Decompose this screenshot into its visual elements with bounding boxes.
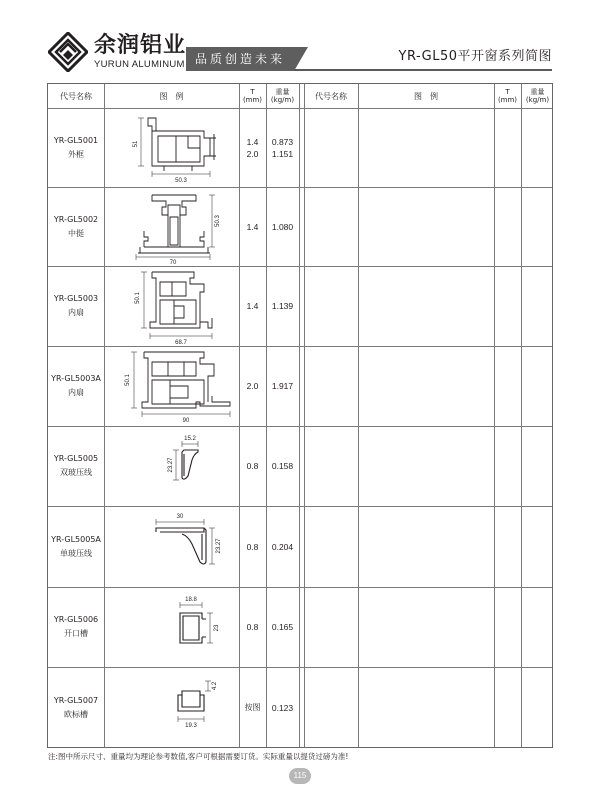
row-6-weight-1: 0.204 bbox=[271, 541, 294, 552]
row-2-code: YR-GL5002 bbox=[53, 214, 99, 224]
row-2-drawing bbox=[104, 187, 239, 266]
row-5-dim-width: 15.2 bbox=[184, 436, 196, 442]
sash-profile-drawing bbox=[104, 266, 239, 346]
mullion-profile-drawing bbox=[104, 187, 239, 266]
row-7-weight bbox=[266, 587, 299, 667]
row-3-weight bbox=[266, 266, 299, 346]
footnote: 注:图中所示尺寸、重量均为理论参考数值,客户可根据需要订货。实际重量以提货过磅为准! bbox=[48, 752, 349, 761]
row-1-weight-2: 1.151 bbox=[271, 148, 294, 159]
header-thickness bbox=[239, 84, 266, 108]
row-7-code: YR-GL5006 bbox=[53, 615, 99, 624]
header-weight-unit: (kg/m) bbox=[270, 96, 295, 104]
header-weight bbox=[266, 84, 299, 108]
row-6-drawing bbox=[104, 506, 239, 587]
row-7-dim-width: 18.8 bbox=[185, 597, 197, 603]
row-8-dim-height: 4.2 bbox=[212, 681, 218, 691]
row-6-dim-height: 23.27 bbox=[216, 538, 222, 554]
row-7-dim-height: 23 bbox=[214, 624, 220, 632]
row-5-drawing bbox=[104, 426, 239, 506]
series-title: YR-GL50平开窗系列简图 bbox=[398, 49, 552, 64]
header-weight-right bbox=[521, 84, 554, 108]
row-6-code: YR-GL5005A bbox=[51, 534, 101, 544]
row-4-code: YR-GL5003A bbox=[51, 374, 101, 383]
row-2-dim-height: 50.3 bbox=[215, 215, 221, 227]
row-3-name: 内扇 bbox=[68, 308, 84, 317]
row-7-thickness-1: 0.8 bbox=[246, 622, 259, 632]
header-weight-unit: (kg/m) bbox=[525, 96, 550, 104]
yurun-logo-icon bbox=[48, 32, 88, 72]
row-2-weight bbox=[266, 187, 299, 266]
header-thickness-unit: (mm) bbox=[242, 96, 263, 104]
row-1-weight bbox=[266, 108, 299, 187]
row-1-code: YR-GL5001 bbox=[53, 135, 99, 145]
row-5-code-name bbox=[48, 426, 104, 506]
row-4-code-name bbox=[48, 346, 104, 426]
row-5-code: YR-GL5005 bbox=[53, 454, 99, 463]
row-2-code-name bbox=[48, 187, 104, 266]
open-channel-drawing bbox=[104, 587, 239, 667]
row-1-thickness bbox=[239, 108, 266, 187]
row-2-thickness bbox=[239, 187, 266, 266]
row-6-dim-width: 30 bbox=[176, 514, 184, 520]
row-8-drawing bbox=[104, 667, 239, 749]
grid-line bbox=[299, 84, 300, 747]
row-1-drawing bbox=[104, 108, 239, 187]
row-3-thickness-1: 1.4 bbox=[246, 301, 259, 311]
row-4-thickness-1: 2.0 bbox=[246, 381, 259, 391]
row-3-weight-1: 1.139 bbox=[271, 301, 294, 311]
header-drawing-right: 图 例 bbox=[414, 91, 438, 101]
euro-channel-drawing bbox=[104, 667, 239, 749]
row-4-dim-width: 90 bbox=[182, 418, 190, 424]
page-number: 115 bbox=[289, 768, 311, 784]
row-8-dim-width: 19.3 bbox=[185, 723, 197, 729]
row-3-drawing bbox=[104, 266, 239, 346]
row-5-thickness bbox=[239, 426, 266, 506]
row-3-thickness bbox=[239, 266, 266, 346]
row-3-code-name bbox=[48, 266, 104, 346]
row-7-thickness bbox=[239, 587, 266, 667]
grid-line bbox=[521, 84, 522, 747]
row-8-weight-1: 0.123 bbox=[271, 703, 294, 713]
row-5-weight bbox=[266, 426, 299, 506]
header-thickness-right bbox=[494, 84, 521, 108]
row-1-dim-height: 51 bbox=[133, 140, 139, 148]
row-3-dim-height: 50.1 bbox=[135, 292, 141, 304]
row-4-weight-1: 1.917 bbox=[271, 381, 294, 391]
grid-line bbox=[304, 84, 305, 747]
row-6-thickness bbox=[239, 506, 266, 587]
page-header bbox=[0, 0, 600, 80]
header-thickness-unit: (mm) bbox=[497, 96, 518, 104]
header-thickness-label: T bbox=[250, 88, 255, 96]
row-4-name: 内扇 bbox=[68, 388, 84, 397]
header-code-name: 代号名称 bbox=[60, 91, 92, 101]
row-1-dim-width: 50.3 bbox=[175, 178, 187, 184]
row-8-thickness-1: 按图 bbox=[244, 703, 261, 712]
header-drawing: 图 例 bbox=[159, 91, 184, 101]
row-6-thickness-1: 0.8 bbox=[246, 541, 259, 552]
row-3-dim-width: 68.7 bbox=[175, 340, 187, 346]
grid-line bbox=[358, 84, 359, 747]
slogan-banner-edge bbox=[294, 47, 308, 71]
row-8-code: YR-GL5007 bbox=[53, 696, 99, 705]
profile-table bbox=[47, 83, 553, 748]
row-5-dim-height: 23.27 bbox=[168, 457, 174, 473]
row-8-thickness bbox=[239, 667, 266, 749]
frame-profile-drawing bbox=[104, 108, 239, 187]
brand-name-cn: 余润铝业 bbox=[94, 33, 187, 58]
row-5-thickness-1: 0.8 bbox=[246, 461, 259, 471]
header-code-name-right: 代号名称 bbox=[315, 91, 347, 101]
header-thickness-label: T bbox=[505, 88, 510, 96]
row-6-code-name bbox=[48, 506, 104, 587]
row-2-name: 中挺 bbox=[68, 228, 84, 238]
row-8-weight bbox=[266, 667, 299, 749]
row-1-name: 外框 bbox=[68, 149, 84, 159]
row-2-thickness-1: 1.4 bbox=[246, 221, 259, 232]
row-4-thickness bbox=[239, 346, 266, 426]
single-glazing-bead-drawing bbox=[104, 506, 239, 587]
row-8-name: 欧标槽 bbox=[64, 710, 88, 719]
header-weight-label: 重量 bbox=[275, 88, 290, 96]
row-1-weight-1: 0.873 bbox=[271, 136, 294, 147]
grid-line bbox=[494, 84, 495, 747]
row-5-weight-1: 0.158 bbox=[271, 461, 294, 471]
row-7-name: 开口槽 bbox=[64, 629, 88, 638]
row-3-code: YR-GL5003 bbox=[53, 294, 99, 303]
row-6-name: 单玻压线 bbox=[60, 548, 92, 558]
sash-a-profile-drawing bbox=[104, 346, 239, 426]
row-4-weight bbox=[266, 346, 299, 426]
row-2-dim-width: 70 bbox=[169, 260, 177, 266]
row-1-thickness-2: 2.0 bbox=[246, 148, 259, 159]
row-6-weight bbox=[266, 506, 299, 587]
row-2-weight-1: 1.080 bbox=[271, 221, 294, 232]
row-1-thickness-1: 1.4 bbox=[246, 136, 259, 147]
row-1-code-name bbox=[48, 108, 104, 187]
header-weight-label: 重量 bbox=[530, 88, 545, 96]
row-8-code-name bbox=[48, 667, 104, 749]
row-4-dim-height: 50.1 bbox=[125, 374, 131, 386]
row-5-name: 双玻压线 bbox=[60, 468, 92, 477]
row-7-drawing bbox=[104, 587, 239, 667]
brand-name-en: YURUN ALUMINUM bbox=[94, 59, 185, 70]
row-7-code-name bbox=[48, 587, 104, 667]
row-4-drawing bbox=[104, 346, 239, 426]
row-7-weight-1: 0.165 bbox=[271, 622, 294, 632]
slogan-text: 品质创造未来 bbox=[194, 52, 285, 66]
double-glazing-bead-drawing bbox=[104, 426, 239, 506]
